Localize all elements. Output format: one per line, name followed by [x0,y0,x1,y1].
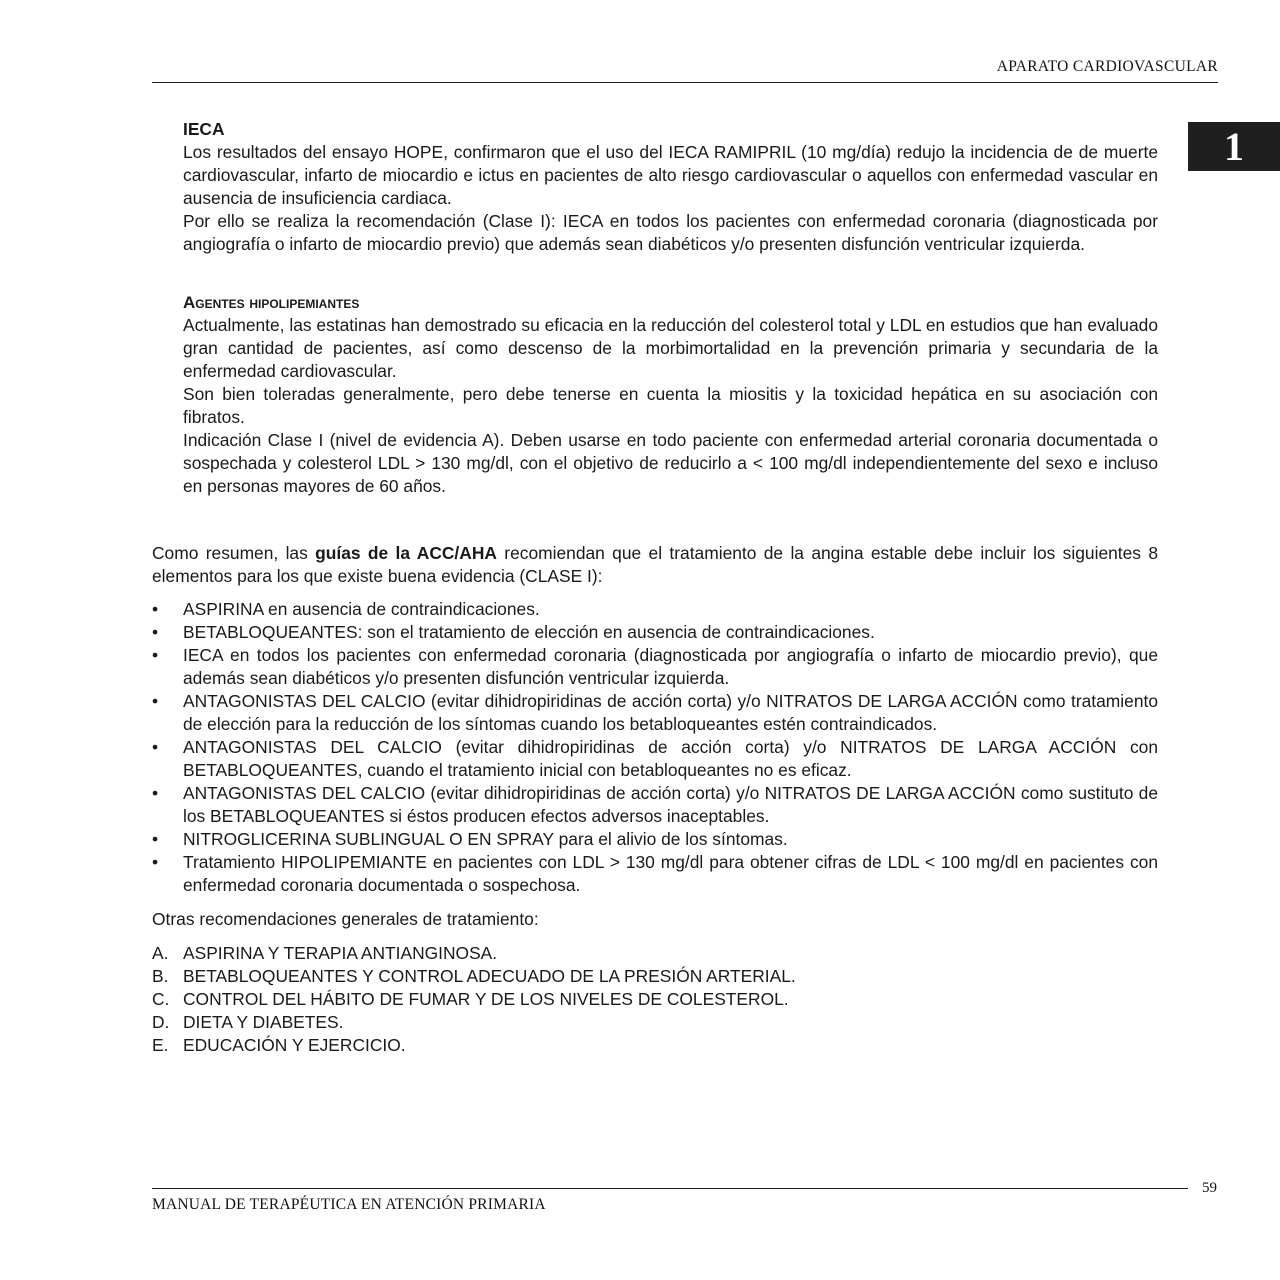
list-item-label: E. [152,1035,169,1055]
running-footer: MANUAL DE TERAPÉUTICA EN ATENCIÓN PRIMARIA [152,1196,546,1213]
hipolipemiantes-paragraph-3: Indicación Clase I (nivel de evidencia A). Deben usarse en todo paciente con enfermedad arterial coronaria documentada o sospechada y colesterol LDL > 130 mg/dl, con el objetivo de reducirlo a < 100 mg/dl independientemente del sexo e incluso en personas mayores de 60 años. [183,430,1158,496]
other-recommendations-list [152,942,1158,1057]
list-item [152,851,1158,897]
list-item [152,1011,1158,1034]
recommendation-bullet-list [152,598,1158,897]
list-item-label: B. [152,966,169,986]
list-item-label: A. [152,943,169,963]
summary-paragraph [152,542,1158,588]
list-item-text: ASPIRINA en ausencia de contraindicaciones. [183,599,540,619]
list-item [152,644,1158,690]
page-number: 59 [1202,1180,1217,1196]
list-item [152,828,1158,851]
summary-prefix: Como resumen, las [152,543,316,563]
bullet-icon: • [152,783,159,803]
list-item [152,988,1158,1011]
list-item [152,942,1158,965]
list-item-text: ASPIRINA Y TERAPIA ANTIANGINOSA. [183,943,498,963]
list-item-text: BETABLOQUEANTES: son el tratamiento de elección en ausencia de contraindicaciones. [183,622,875,642]
list-item [152,598,1158,621]
ieca-section [183,118,1158,256]
list-item-text: ANTAGONISTAS DEL CALCIO (evitar dihidropiridinas de acción corta) y/o NITRATOS DE LARGA ACCIÓN como sustituto de los BETABLOQUEANTES si éstos producen efectos adversos inaceptables. [183,783,1158,826]
other-recommendations-intro: Otras recomendaciones generales de tratamiento: [152,909,539,929]
ieca-heading: IECA [183,119,225,139]
list-item-text: NITROGLICERINA SUBLINGUAL O EN SPRAY para el alivio de los síntomas. [183,829,788,849]
bullet-icon: • [152,829,159,849]
list-item [152,621,1158,644]
chapter-tab [1188,122,1280,171]
list-item [152,965,1158,988]
list-item-label: D. [152,1012,170,1032]
hipolipemiantes-heading: Agentes hipolipemiantes [183,293,360,312]
list-item-text: DIETA Y DIABETES. [183,1012,344,1032]
list-item-text: BETABLOQUEANTES Y CONTROL ADECUADO DE LA PRESIÓN ARTERIAL. [183,966,796,986]
bullet-icon: • [152,645,159,665]
list-item-label: C. [152,989,170,1009]
summary-bold: guías de la ACC/AHA [315,543,497,563]
header-divider [152,82,1218,83]
chapter-number: 1 [1224,124,1244,169]
list-item [152,782,1158,828]
hipolipemiantes-section [183,291,1158,498]
list-item [152,690,1158,736]
bullet-icon: • [152,691,159,711]
list-item-text: CONTROL DEL HÁBITO DE FUMAR Y DE LOS NIVELES DE COLESTEROL. [183,989,789,1009]
list-item-text: ANTAGONISTAS DEL CALCIO (evitar dihidropiridinas de acción corta) y/o NITRATOS DE LARGA ACCIÓN como tratamiento de elección para la reducción de los síntomas cuando los betabloqueantes estén contraindicados. [183,691,1158,734]
list-item-text: EDUCACIÓN Y EJERCICIO. [183,1035,406,1055]
list-item [152,736,1158,782]
ieca-paragraph-2: Por ello se realiza la recomendación (Clase I): IECA en todos los pacientes con enfermedad coronaria (diagnosticada por angiografía o infarto de miocardio previo) que además sean diabéticos y/o presenten disfunción ventricular izquierda. [183,211,1158,254]
running-header: APARATO CARDIOVASCULAR [996,58,1218,75]
bullet-icon: • [152,599,159,619]
footer-divider [152,1188,1188,1189]
hipolipemiantes-paragraph-2: Son bien toleradas generalmente, pero debe tenerse en cuenta la miositis y la toxicidad hepática en su asociación con fibratos. [183,384,1158,427]
list-item-text: IECA en todos los pacientes con enfermedad coronaria (diagnosticada por angiografía o infarto de miocardio previo), que además sean diabéticos y/o presenten disfunción ventricular izquierda. [183,645,1158,688]
bullet-icon: • [152,852,159,872]
list-item-text: Tratamiento HIPOLIPEMIANTE en pacientes con LDL > 130 mg/dl para obtener cifras de LDL < 100 mg/dl en pacientes con enfermedad coronaria documentada o sospechosa. [183,852,1158,895]
hipolipemiantes-paragraph-1: Actualmente, las estatinas han demostrado su eficacia en la reducción del colesterol total y LDL en estudios que han evaluado gran cantidad de pacientes, así como descenso de la morbimortalidad en la prevención primaria y secundaria de la enfermedad cardiovascular. [183,315,1158,381]
summary-suffix: recomiendan que el tratamiento de la angina estable debe incluir los siguientes 8 elementos para los que existe buena evidencia (CLASE I): [152,543,1159,586]
list-item [152,1034,1158,1057]
bullet-icon: • [152,737,159,757]
bullet-icon: • [152,622,159,642]
list-item-text: ANTAGONISTAS DEL CALCIO (evitar dihidropiridinas de acción corta) y/o NITRATOS DE LARGA ACCIÓN con BETABLOQUEANTES, cuando el tratamiento inicial con betabloqueantes no es eficaz. [183,737,1158,780]
ieca-paragraph-1: Los resultados del ensayo HOPE, confirmaron que el uso del IECA RAMIPRIL (10 mg/día) redujo la incidencia de de muerte cardiovascular, infarto de miocardio e ictus en pacientes de alto riesgo cardiovascular o aquellos con enfermedad vascular en ausencia de insuficiencia cardiaca. [183,142,1158,208]
